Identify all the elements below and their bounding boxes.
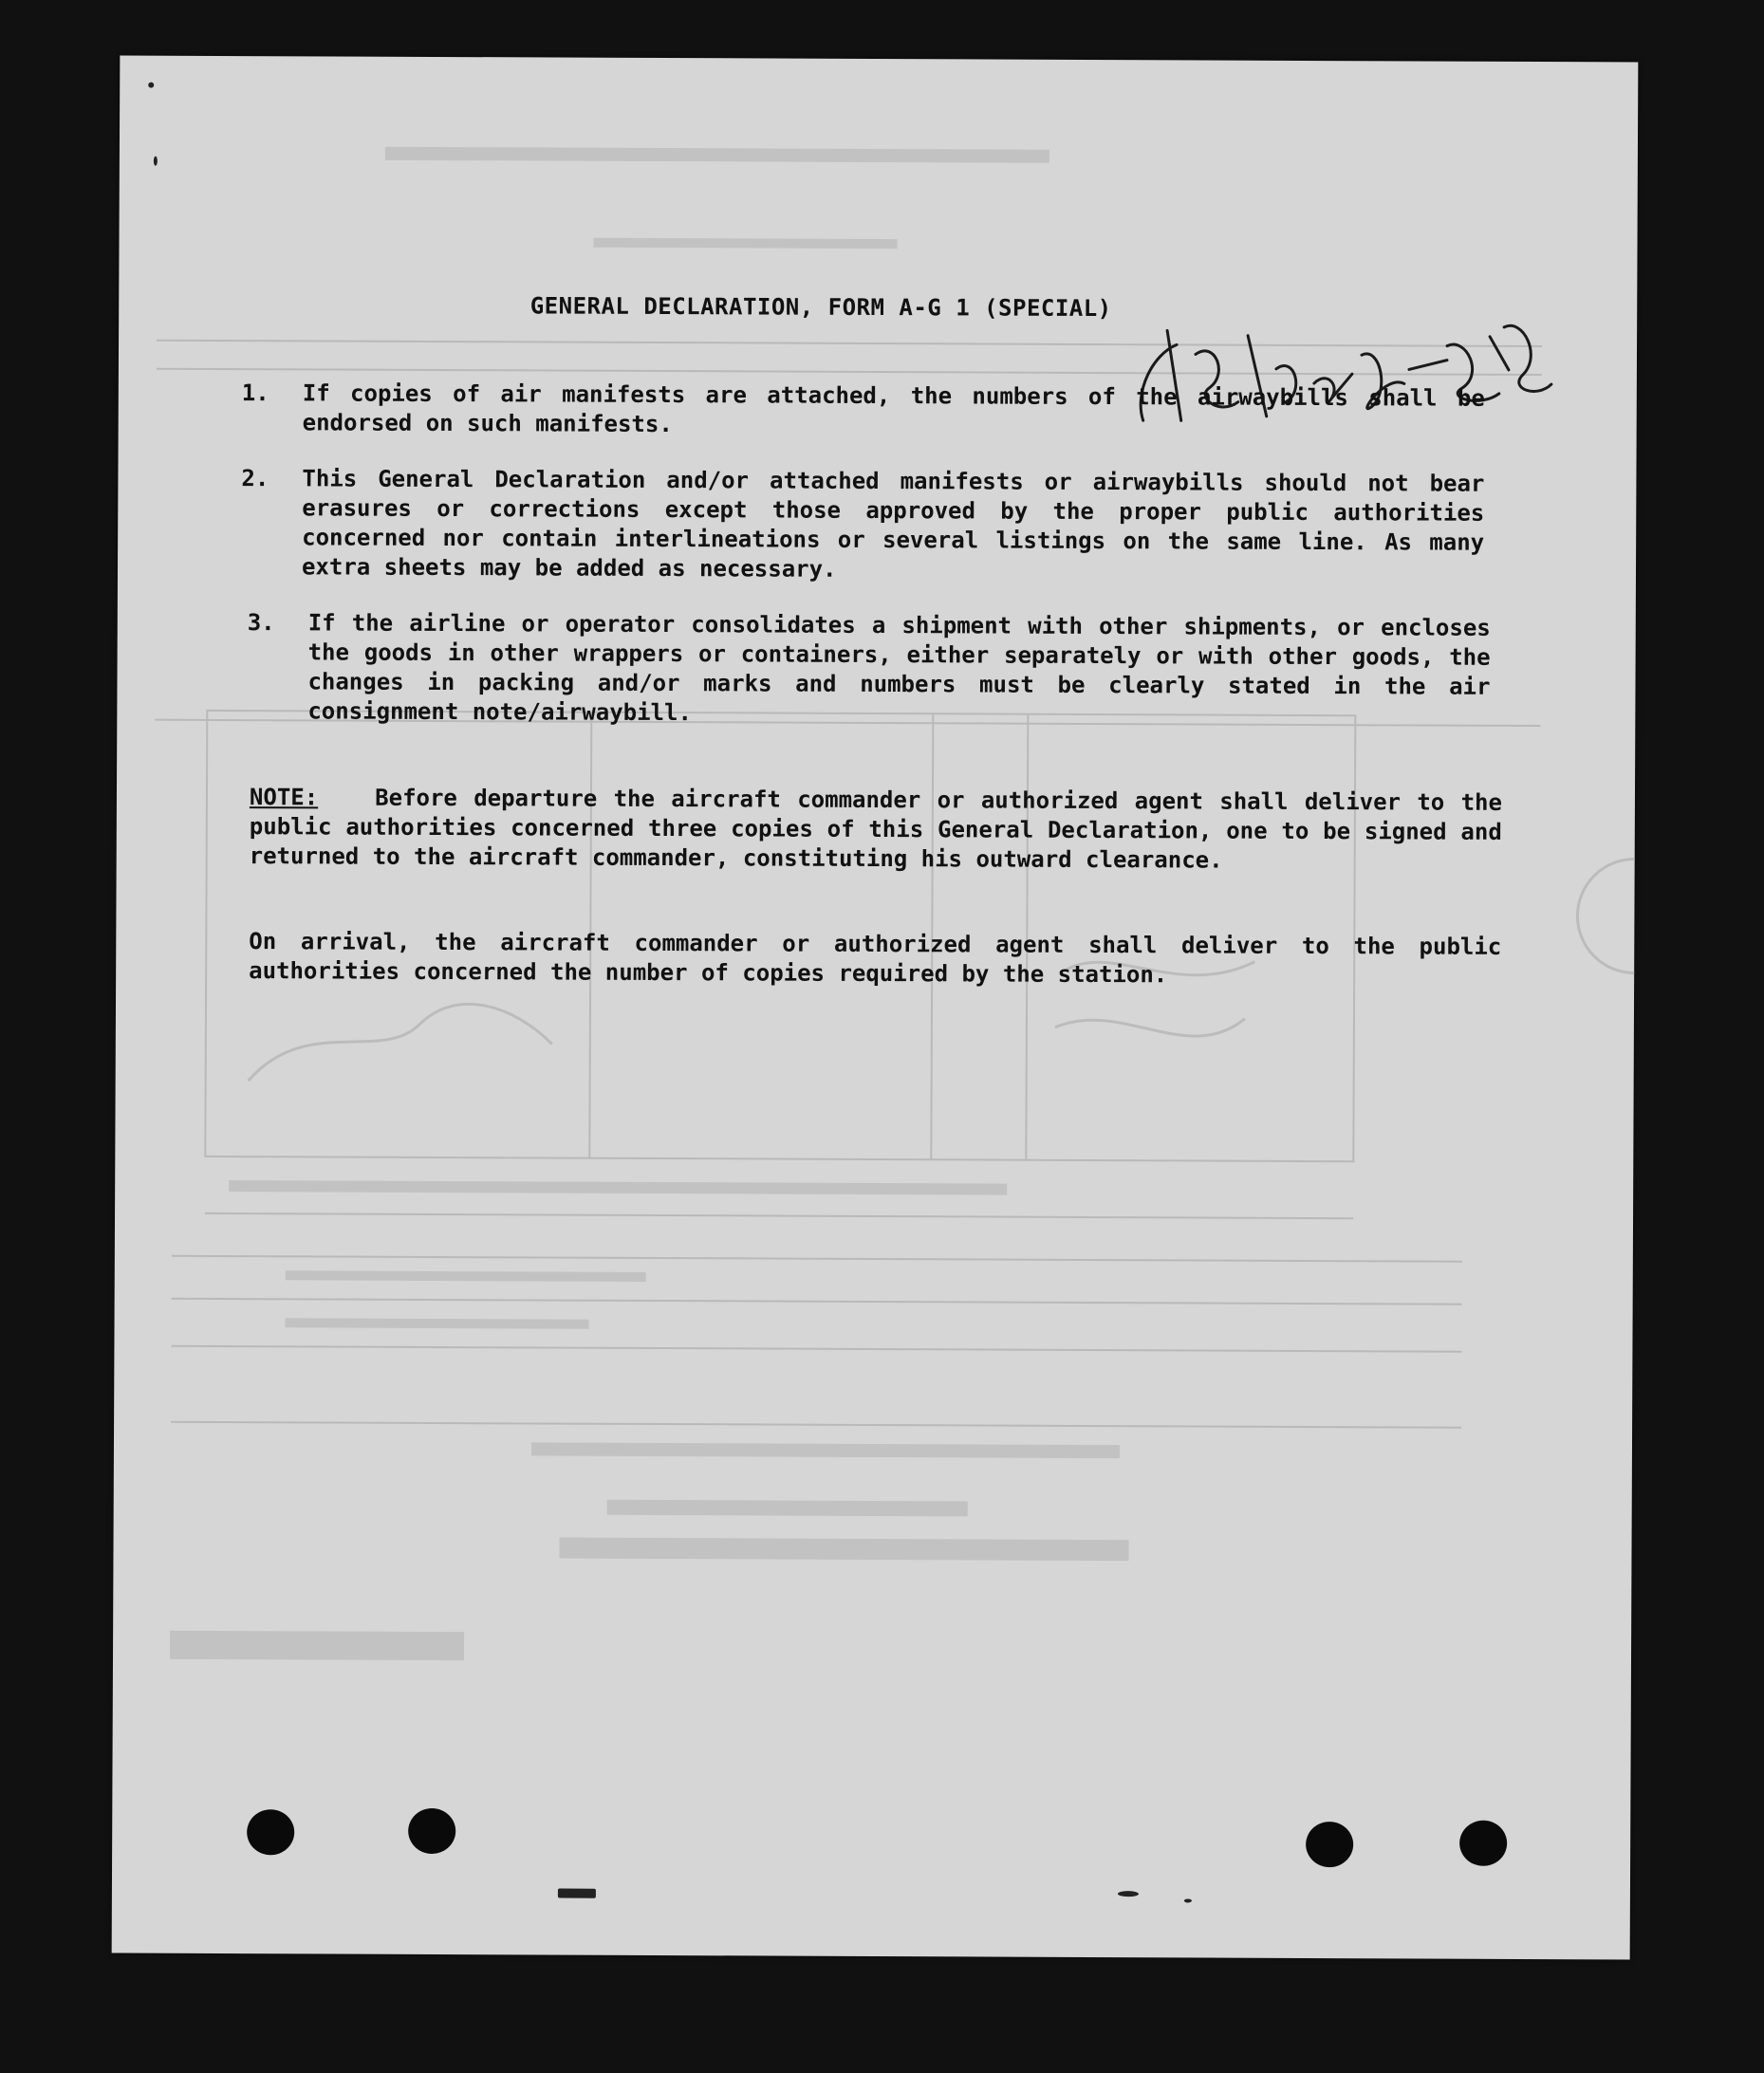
punch-hole xyxy=(1459,1821,1507,1866)
instruction-item-3 xyxy=(247,608,1491,731)
item-text: If the airline or operator consolidates a shipment with other shipments, or encloses the goods in other wrappers or containers, either separately or with other goods, the changes in packing and/or marks and numbers must be clearly stated in the air consignment note/airwaybill. xyxy=(307,609,1491,727)
item-number: 1. xyxy=(241,379,269,407)
item-text: This General Declaration and/or attached manifests or airwaybills should not bear erasures or corrections except those approved by the proper public authorities concerned nor contain interlineations or several listings on the same line. As many extra sheets may be added as necessary. xyxy=(301,465,1485,583)
item-number: 2. xyxy=(241,465,269,492)
arrival-text: On arrival, the aircraft commander or authorized agent shall deliver to the public authorities concerned the number of copies required by the station. xyxy=(249,928,1502,989)
punch-hole xyxy=(1306,1822,1353,1867)
scan-speck xyxy=(558,1889,596,1898)
note-label: NOTE: xyxy=(249,784,319,811)
punch-hole xyxy=(408,1808,455,1854)
punch-hole xyxy=(247,1809,294,1855)
instruction-item-2 xyxy=(241,464,1485,587)
scan-speck xyxy=(154,157,158,166)
document-title: GENERAL DECLARATION, FORM A-G 1 (SPECIAL) xyxy=(529,292,1112,323)
document-body xyxy=(112,56,1639,1960)
scan-speck xyxy=(1184,1898,1192,1902)
note-paragraph xyxy=(250,783,1502,877)
scan-speck xyxy=(148,83,154,88)
item-text: If copies of air manifests are attached, the numbers of the airwaybills shall be endorsed on such manifests. xyxy=(302,379,1485,438)
instruction-item-1 xyxy=(242,379,1485,443)
arrival-paragraph xyxy=(249,927,1501,991)
note-text: Before departure the aircraft commander or authorized agent shall deliver to the public authorities concerned three copies of this General Declaration, one to be signed and returned to the aircraft commander, constituting his outward clearance. xyxy=(249,784,1503,874)
item-number: 3. xyxy=(247,609,275,637)
document-page xyxy=(112,56,1639,1960)
scan-speck xyxy=(1118,1891,1139,1897)
